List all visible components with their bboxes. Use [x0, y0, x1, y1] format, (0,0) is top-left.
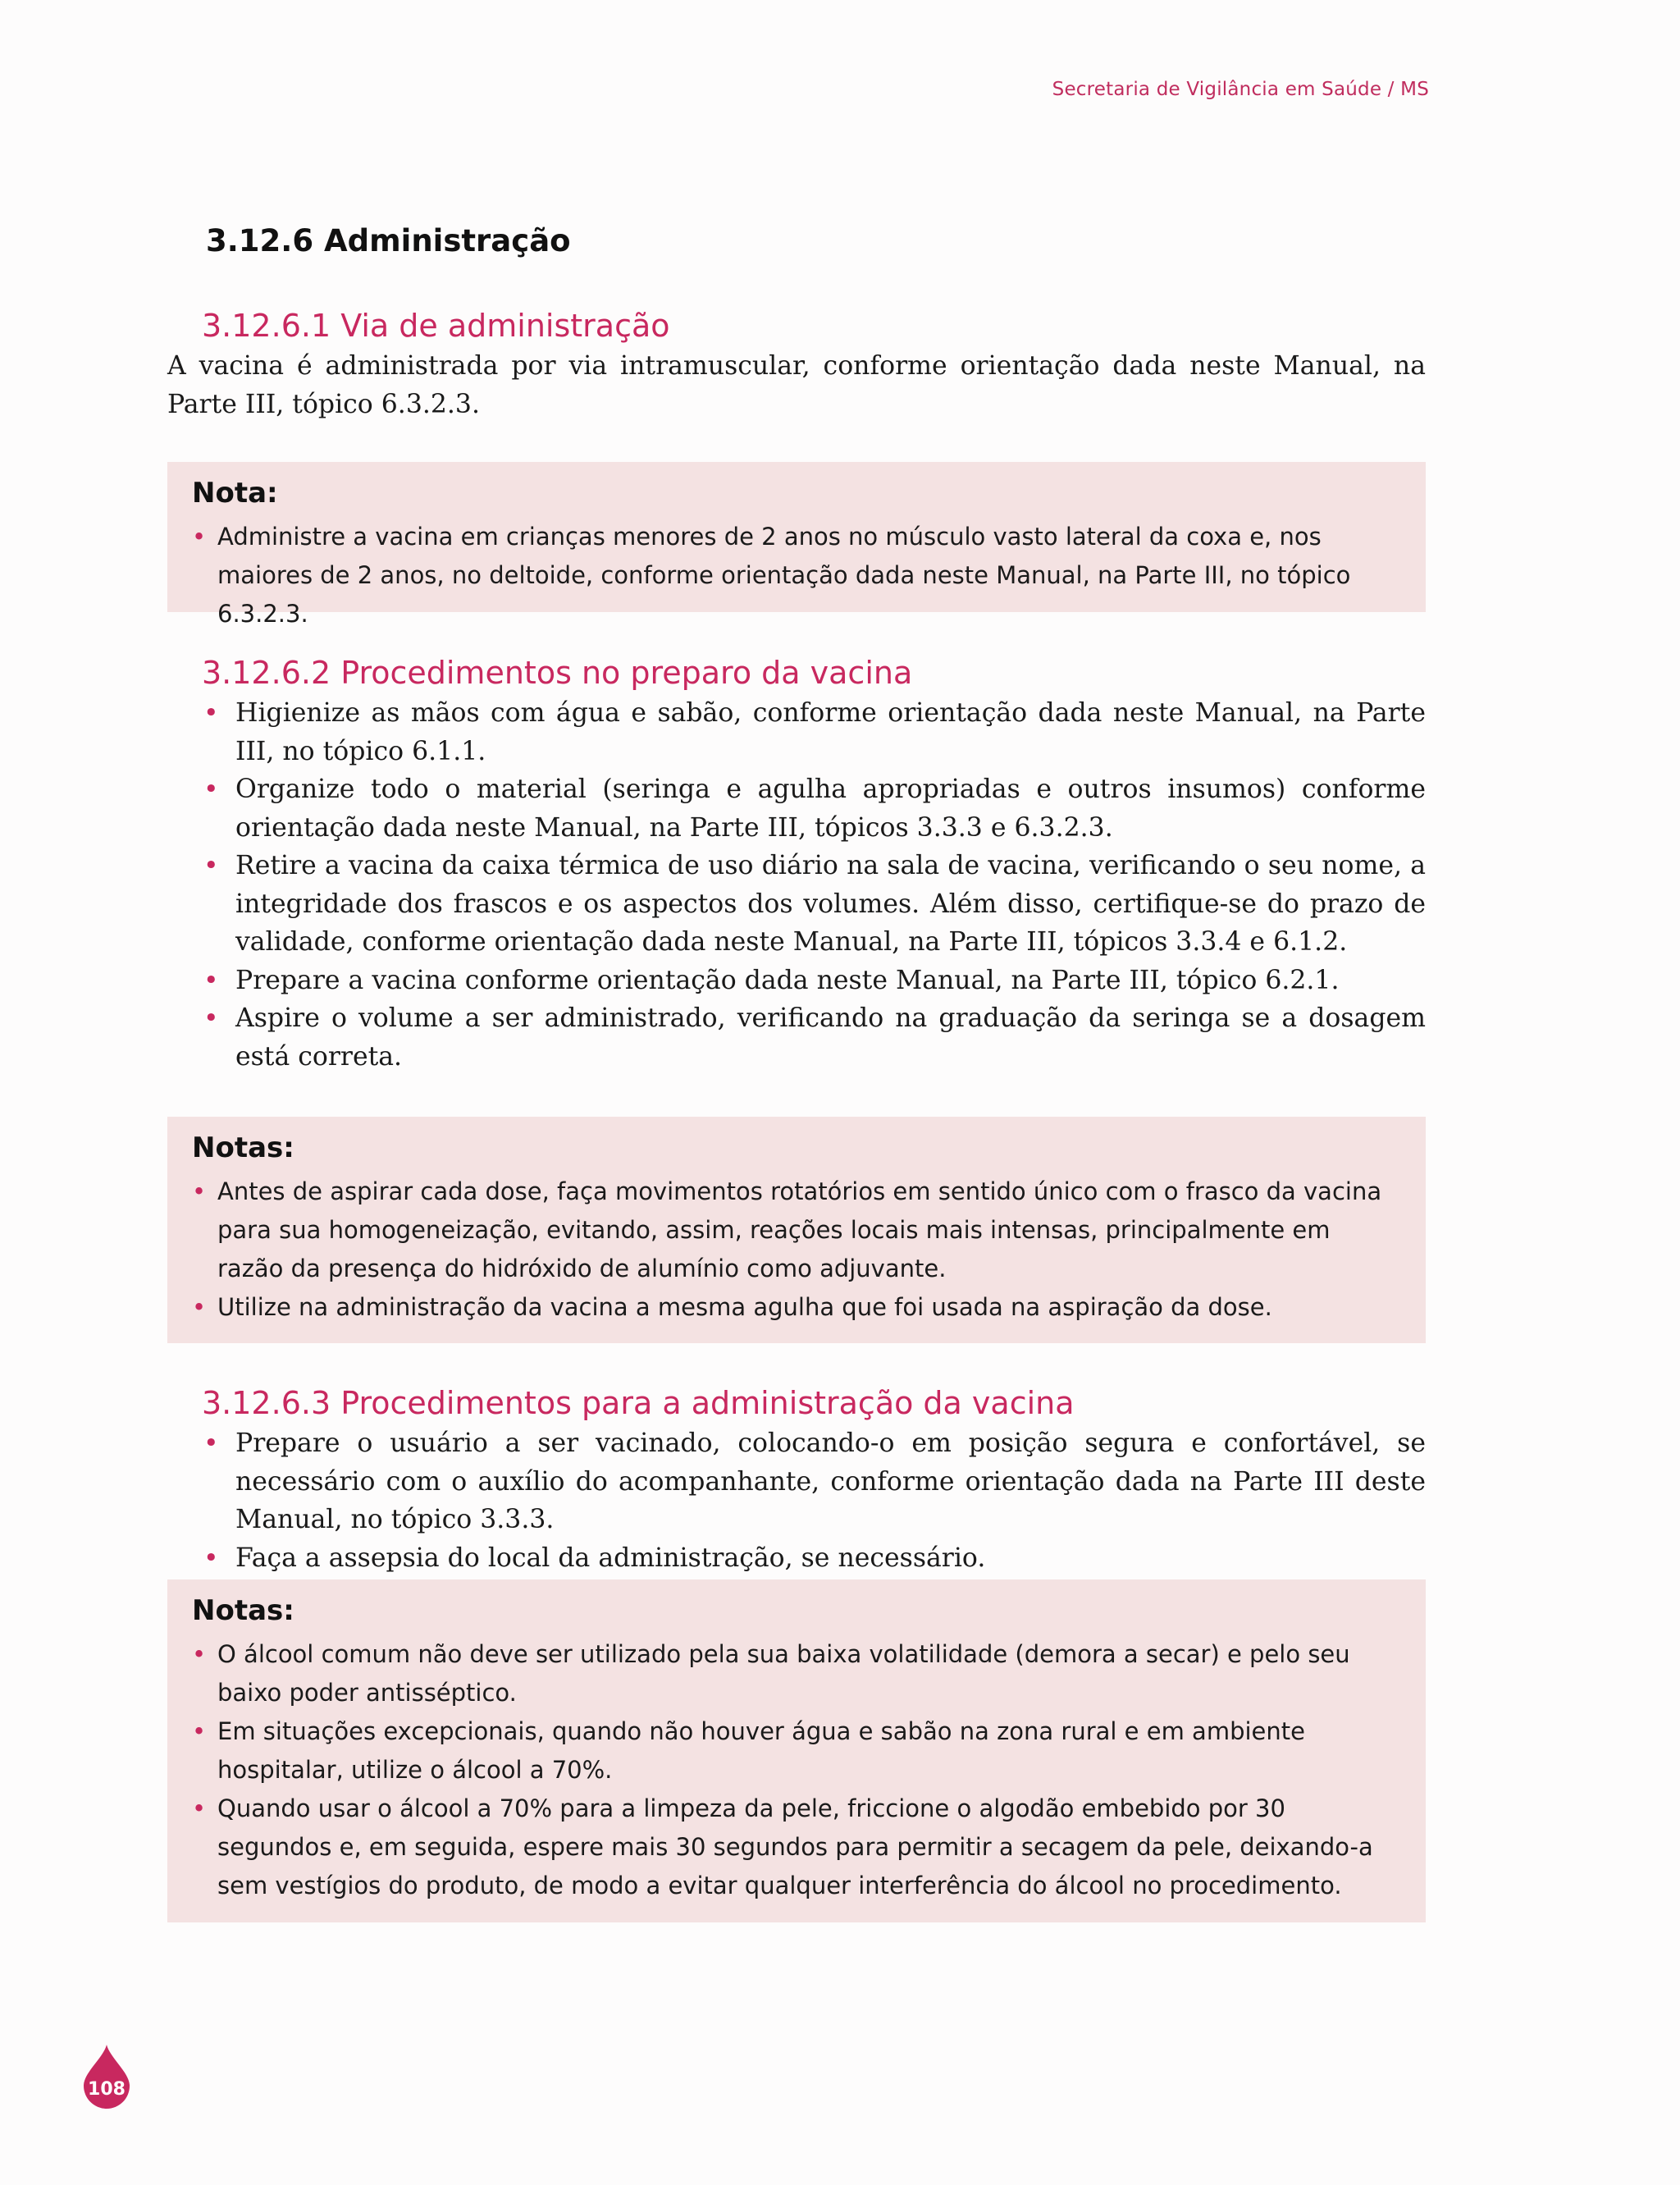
bullet-icon: •: [192, 1717, 207, 1745]
bullet-icon: •: [192, 523, 207, 551]
note-list: [192, 518, 1401, 633]
list-item-text: Retire a vacina da caixa térmica de uso diário na sala de vacina, verificando o seu nome, a integridade dos frascos e os aspectos dos volumes. Além disso, certifique-se do prazo de validade, conforme orientação dada neste Manual, na Parte III, tópicos 3.3.4 e 6.1.2.: [235, 851, 1426, 957]
note-item-text: O álcool comum não deve ser utilizado pela sua baixa volatilidade (demora a secar) e pelo seu baixo poder antisséptico.: [217, 1640, 1350, 1707]
note-title: Notas:: [192, 1131, 294, 1164]
running-header: Secretaria de Vigilância em Saúde / MS: [1052, 79, 1429, 100]
note-item-text: Antes de aspirar cada dose, faça movimentos rotatórios em sentido único com o frasco da vacina para sua homogeneização, evitando, assim, reações locais mais intensas, principalmente em razão da presença do hidróxido de alumínio como adjuvante.: [217, 1177, 1382, 1282]
note-item: [192, 518, 1401, 633]
procedure-list-administracao: [203, 1424, 1426, 1577]
note-item: [192, 1635, 1401, 1712]
list-item: [203, 694, 1426, 770]
note-item: [192, 1172, 1401, 1288]
bullet-icon: •: [192, 1177, 207, 1205]
list-item: [203, 999, 1426, 1076]
note-item: [192, 1288, 1401, 1327]
note-list: [192, 1635, 1401, 1905]
page-number: 108: [88, 2079, 126, 2100]
list-item-text: Faça a assepsia do local da administração, se necessário.: [235, 1543, 986, 1573]
bullet-icon: •: [203, 698, 219, 728]
note-item: [192, 1790, 1401, 1905]
bullet-icon: •: [192, 1640, 207, 1668]
note-item-text: Quando usar o álcool a 70% para a limpeza da pele, friccione o algodão embebido por 30 segundos e, em seguida, espere mais 30 segundos para permitir a secagem da pele, deixando-a sem vestígios do produto, de modo a evitar qualquer interferência do álcool no procedimento.: [217, 1794, 1373, 1899]
bullet-icon: •: [203, 775, 219, 804]
bullet-icon: •: [192, 1794, 207, 1822]
note-item-text: Administre a vacina em crianças menores de 2 anos no músculo vasto lateral da coxa e, nos maiores de 2 anos, no deltoide, conforme orientação dada neste Manual, na Parte III, no tópico 6.3.2.3.: [217, 523, 1351, 628]
bullet-icon: •: [203, 851, 219, 880]
list-item: [203, 770, 1426, 847]
subsection-title-via-administracao: 3.12.6.1 Via de administração: [202, 308, 670, 344]
note-box-2: [167, 1117, 1426, 1343]
note-title: Notas:: [192, 1594, 294, 1627]
bullet-icon: •: [203, 1543, 219, 1573]
note-title: Nota:: [192, 477, 278, 510]
list-item: [203, 847, 1426, 962]
note-box-3: [167, 1579, 1426, 1922]
paragraph-via-administracao: A vacina é administrada por via intramuscular, conforme orientação dada neste Manual, na Parte III, tópico 6.3.2.3.: [167, 351, 1426, 419]
note-list: [192, 1172, 1401, 1327]
note-item: [192, 1712, 1401, 1790]
bullet-icon: •: [203, 1003, 219, 1033]
note-item-text: Utilize na administração da vacina a mesma agulha que foi usada na aspiração da dose.: [217, 1293, 1272, 1321]
bullet-icon: •: [192, 1293, 207, 1321]
list-item-text: Aspire o volume a ser administrado, verificando na graduação da seringa se a dosagem está correta.: [235, 1003, 1426, 1072]
list-item-text: Organize todo o material (seringa e agulha apropriadas e outros insumos) conforme orientação dada neste Manual, na Parte III, tópicos 3.3.3 e 6.3.2.3.: [235, 775, 1426, 843]
list-item-text: Prepare o usuário a ser vacinado, colocando-o em posição segura e confortável, se necessário com o auxílio do acompanhante, conforme orientação dada na Parte III deste Manual, no tópico 3.3.3.: [235, 1428, 1426, 1534]
bullet-icon: •: [203, 965, 219, 995]
list-item: [203, 1424, 1426, 1539]
list-item: [203, 1539, 1426, 1578]
page-number-badge: [82, 2045, 131, 2109]
subsection-title-administracao: 3.12.6.3 Procedimentos para a administração da vacina: [202, 1385, 1075, 1421]
bullet-icon: •: [203, 1428, 219, 1458]
list-item: [203, 962, 1426, 1000]
note-box-1: [167, 462, 1426, 628]
procedure-list-preparo: [203, 694, 1426, 1076]
list-item-text: Higienize as mãos com água e sabão, conforme orientação dada neste Manual, na Parte III, no tópico 6.1.1.: [235, 698, 1426, 766]
section-title: 3.12.6 Administração: [206, 223, 571, 258]
note-item-text: Em situações excepcionais, quando não houver água e sabão na zona rural e em ambiente hospitalar, utilize o álcool a 70%.: [217, 1717, 1305, 1784]
subsection-title-preparo: 3.12.6.2 Procedimentos no preparo da vacina: [202, 655, 913, 691]
list-item-text: Prepare a vacina conforme orientação dada neste Manual, na Parte III, tópico 6.2.1.: [235, 965, 1340, 995]
